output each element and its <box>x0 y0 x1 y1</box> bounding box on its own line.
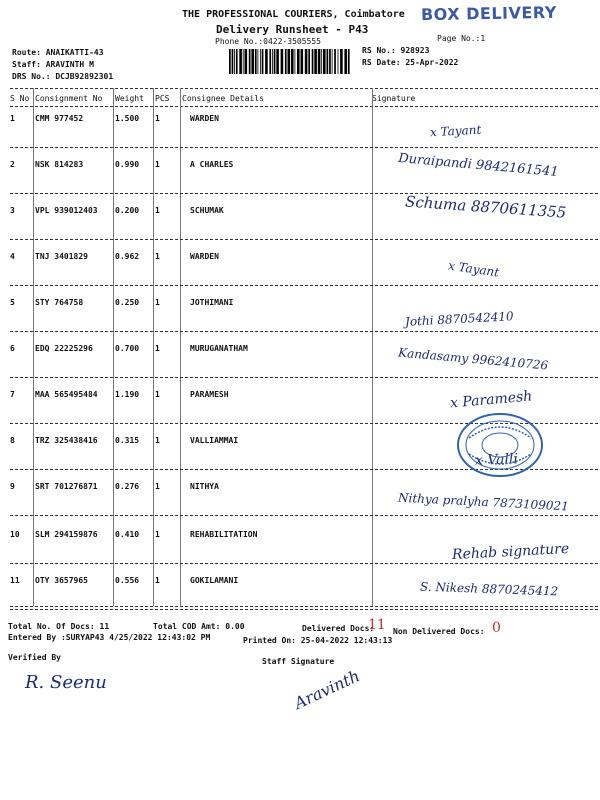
row-sno: 3 <box>10 206 15 215</box>
row-consignee-name: REHABILITATION <box>190 530 258 539</box>
page-number: Page No.:1 <box>437 34 486 43</box>
rs-number: RS No.: 928923 <box>362 46 430 55</box>
staff-label: Staff: ARAVINTH M <box>12 60 94 69</box>
row-weight: 0.410 <box>115 530 140 539</box>
recipient-signature: Rehab signature <box>451 540 570 564</box>
row-consignment-no: VPL 939012403 <box>35 206 98 215</box>
row-sno: 2 <box>10 160 15 169</box>
row-divider <box>10 193 598 194</box>
row-sno: 11 <box>10 576 20 585</box>
row-divider <box>10 285 598 286</box>
delivered-docs-value: 11 <box>368 617 386 633</box>
row-consignment-no: SRT 701276871 <box>35 482 98 491</box>
barcode-image <box>229 49 351 74</box>
runsheet-title: Delivery Runsheet - P43 <box>216 23 369 36</box>
row-pcs: 1 <box>155 252 160 261</box>
col-rule <box>372 88 373 606</box>
row-consignee-name: WARDEN <box>190 252 219 261</box>
non-delivered-value: 0 <box>492 620 501 636</box>
row-pcs: 1 <box>155 482 160 491</box>
row-divider <box>10 147 598 148</box>
recipient-signature: x Tayant <box>447 258 501 280</box>
row-divider <box>10 239 598 240</box>
col-weight: Weight <box>115 94 144 103</box>
row-weight: 0.700 <box>115 344 140 353</box>
row-pcs: 1 <box>155 160 160 169</box>
row-consignee-name: GOKILAMANI <box>190 576 239 585</box>
row-sno: 5 <box>10 298 15 307</box>
staff-signature: Aravinth <box>291 666 363 713</box>
recipient-signature: x Paramesh <box>449 388 533 412</box>
row-divider <box>10 331 598 332</box>
row-weight: 0.200 <box>115 206 140 215</box>
row-divider <box>10 563 598 564</box>
recipient-signature: x Tayant <box>429 122 482 140</box>
header-divider-bottom <box>10 106 598 107</box>
row-pcs: 1 <box>155 576 160 585</box>
row-consignment-no: CMM 977452 <box>35 114 84 123</box>
drs-number: DRS No.: DCJB92892301 <box>12 72 114 81</box>
row-consignee-name: VALLIAMMAI <box>190 436 239 445</box>
row-consignee-name: JOTHIMANI <box>190 298 234 307</box>
footer-divider <box>10 606 598 607</box>
row-consignment-no: EDQ 22225296 <box>35 344 93 353</box>
company-title: THE PROFESSIONAL COURIERS, Coimbatore <box>182 9 405 20</box>
row-pcs: 1 <box>155 390 160 399</box>
total-docs: Total No. Of Docs: 11 <box>8 622 110 631</box>
col-rule <box>33 88 34 606</box>
row-pcs: 1 <box>155 114 160 123</box>
row-sno: 1 <box>10 114 15 123</box>
route-label: Route: ANAIKATTI-43 <box>12 48 104 57</box>
row-consignee-name: WARDEN <box>190 114 219 123</box>
verified-by-signature: R. Seenu <box>25 672 107 693</box>
row-sno: 7 <box>10 390 15 399</box>
entered-by: Entered By :SURYAP43 4/25/2022 12:43:02 PM <box>8 633 211 642</box>
row-weight: 0.276 <box>115 482 140 491</box>
row-weight: 1.190 <box>115 390 140 399</box>
col-rule <box>180 88 181 606</box>
col-rule <box>153 88 154 606</box>
phone-number: Phone No.:0422-3505555 <box>215 37 321 46</box>
row-weight: 0.962 <box>115 252 140 261</box>
row-consignment-no: OTY 3657965 <box>35 576 88 585</box>
printed-on: Printed On: 25-04-2022 12:43:13 <box>243 636 393 645</box>
verified-by-label: Verified By <box>8 653 61 662</box>
row-pcs: 1 <box>155 206 160 215</box>
row-divider <box>10 377 598 378</box>
recipient-signature: x Valli <box>474 451 519 469</box>
row-sno: 8 <box>10 436 15 445</box>
row-consignee-name: SCHUMAK <box>190 206 224 215</box>
total-cod: Total COD Amt: 0.00 <box>153 622 245 631</box>
recipient-signature: Schuma 8870611355 <box>404 192 567 222</box>
row-consignee-name: NITHYA <box>190 482 219 491</box>
col-sno: S No <box>10 94 30 103</box>
recipient-signature: S. Nikesh 8870245412 <box>419 579 559 599</box>
row-sno: 10 <box>10 530 20 539</box>
delivered-docs-label: Delivered Docs: <box>302 624 375 633</box>
recipient-signature: Kandasamy 9962410726 <box>397 345 549 373</box>
col-rule <box>113 88 114 606</box>
recipient-signature: Jothi 8870542410 <box>404 309 514 329</box>
row-divider <box>10 515 598 516</box>
row-consignment-no: STY 764758 <box>35 298 84 307</box>
row-sno: 9 <box>10 482 15 491</box>
row-weight: 0.250 <box>115 298 140 307</box>
recipient-signature: Duraipandi 9842161541 <box>397 151 560 180</box>
col-pcs: PCS <box>155 94 170 103</box>
row-sno: 6 <box>10 344 15 353</box>
staff-signature-label: Staff Signature <box>262 657 335 666</box>
row-weight: 0.315 <box>115 436 140 445</box>
recipient-signature: Nithya pralyha 7873109021 <box>397 490 570 514</box>
col-signature: Signature <box>372 94 416 103</box>
row-consignment-no: NSK 814283 <box>35 160 84 169</box>
header-divider-top <box>10 88 598 89</box>
row-pcs: 1 <box>155 344 160 353</box>
col-consignment: Consignment No <box>35 94 103 103</box>
row-consignment-no: SLM 294159876 <box>35 530 98 539</box>
row-weight: 0.556 <box>115 576 140 585</box>
non-delivered-label: Non Delivered Docs: <box>393 627 485 636</box>
row-consignee-name: A CHARLES <box>190 160 234 169</box>
row-weight: 0.990 <box>115 160 140 169</box>
row-pcs: 1 <box>155 436 160 445</box>
col-consignee: Consignee Details <box>182 94 264 103</box>
row-pcs: 1 <box>155 530 160 539</box>
row-consignment-no: TRZ 325438416 <box>35 436 98 445</box>
row-sno: 4 <box>10 252 15 261</box>
row-divider <box>10 609 598 610</box>
row-pcs: 1 <box>155 298 160 307</box>
row-consignment-no: TNJ 3401829 <box>35 252 88 261</box>
box-delivery-stamp: BOX DELIVERY <box>420 2 557 25</box>
rs-date: RS Date: 25-Apr-2022 <box>362 58 459 67</box>
row-consignee-name: MURUGANATHAM <box>190 344 248 353</box>
row-weight: 1.500 <box>115 114 140 123</box>
row-consignment-no: MAA 565495484 <box>35 390 98 399</box>
row-consignee-name: PARAMESH <box>190 390 229 399</box>
organization-seal-stamp <box>455 412 545 478</box>
